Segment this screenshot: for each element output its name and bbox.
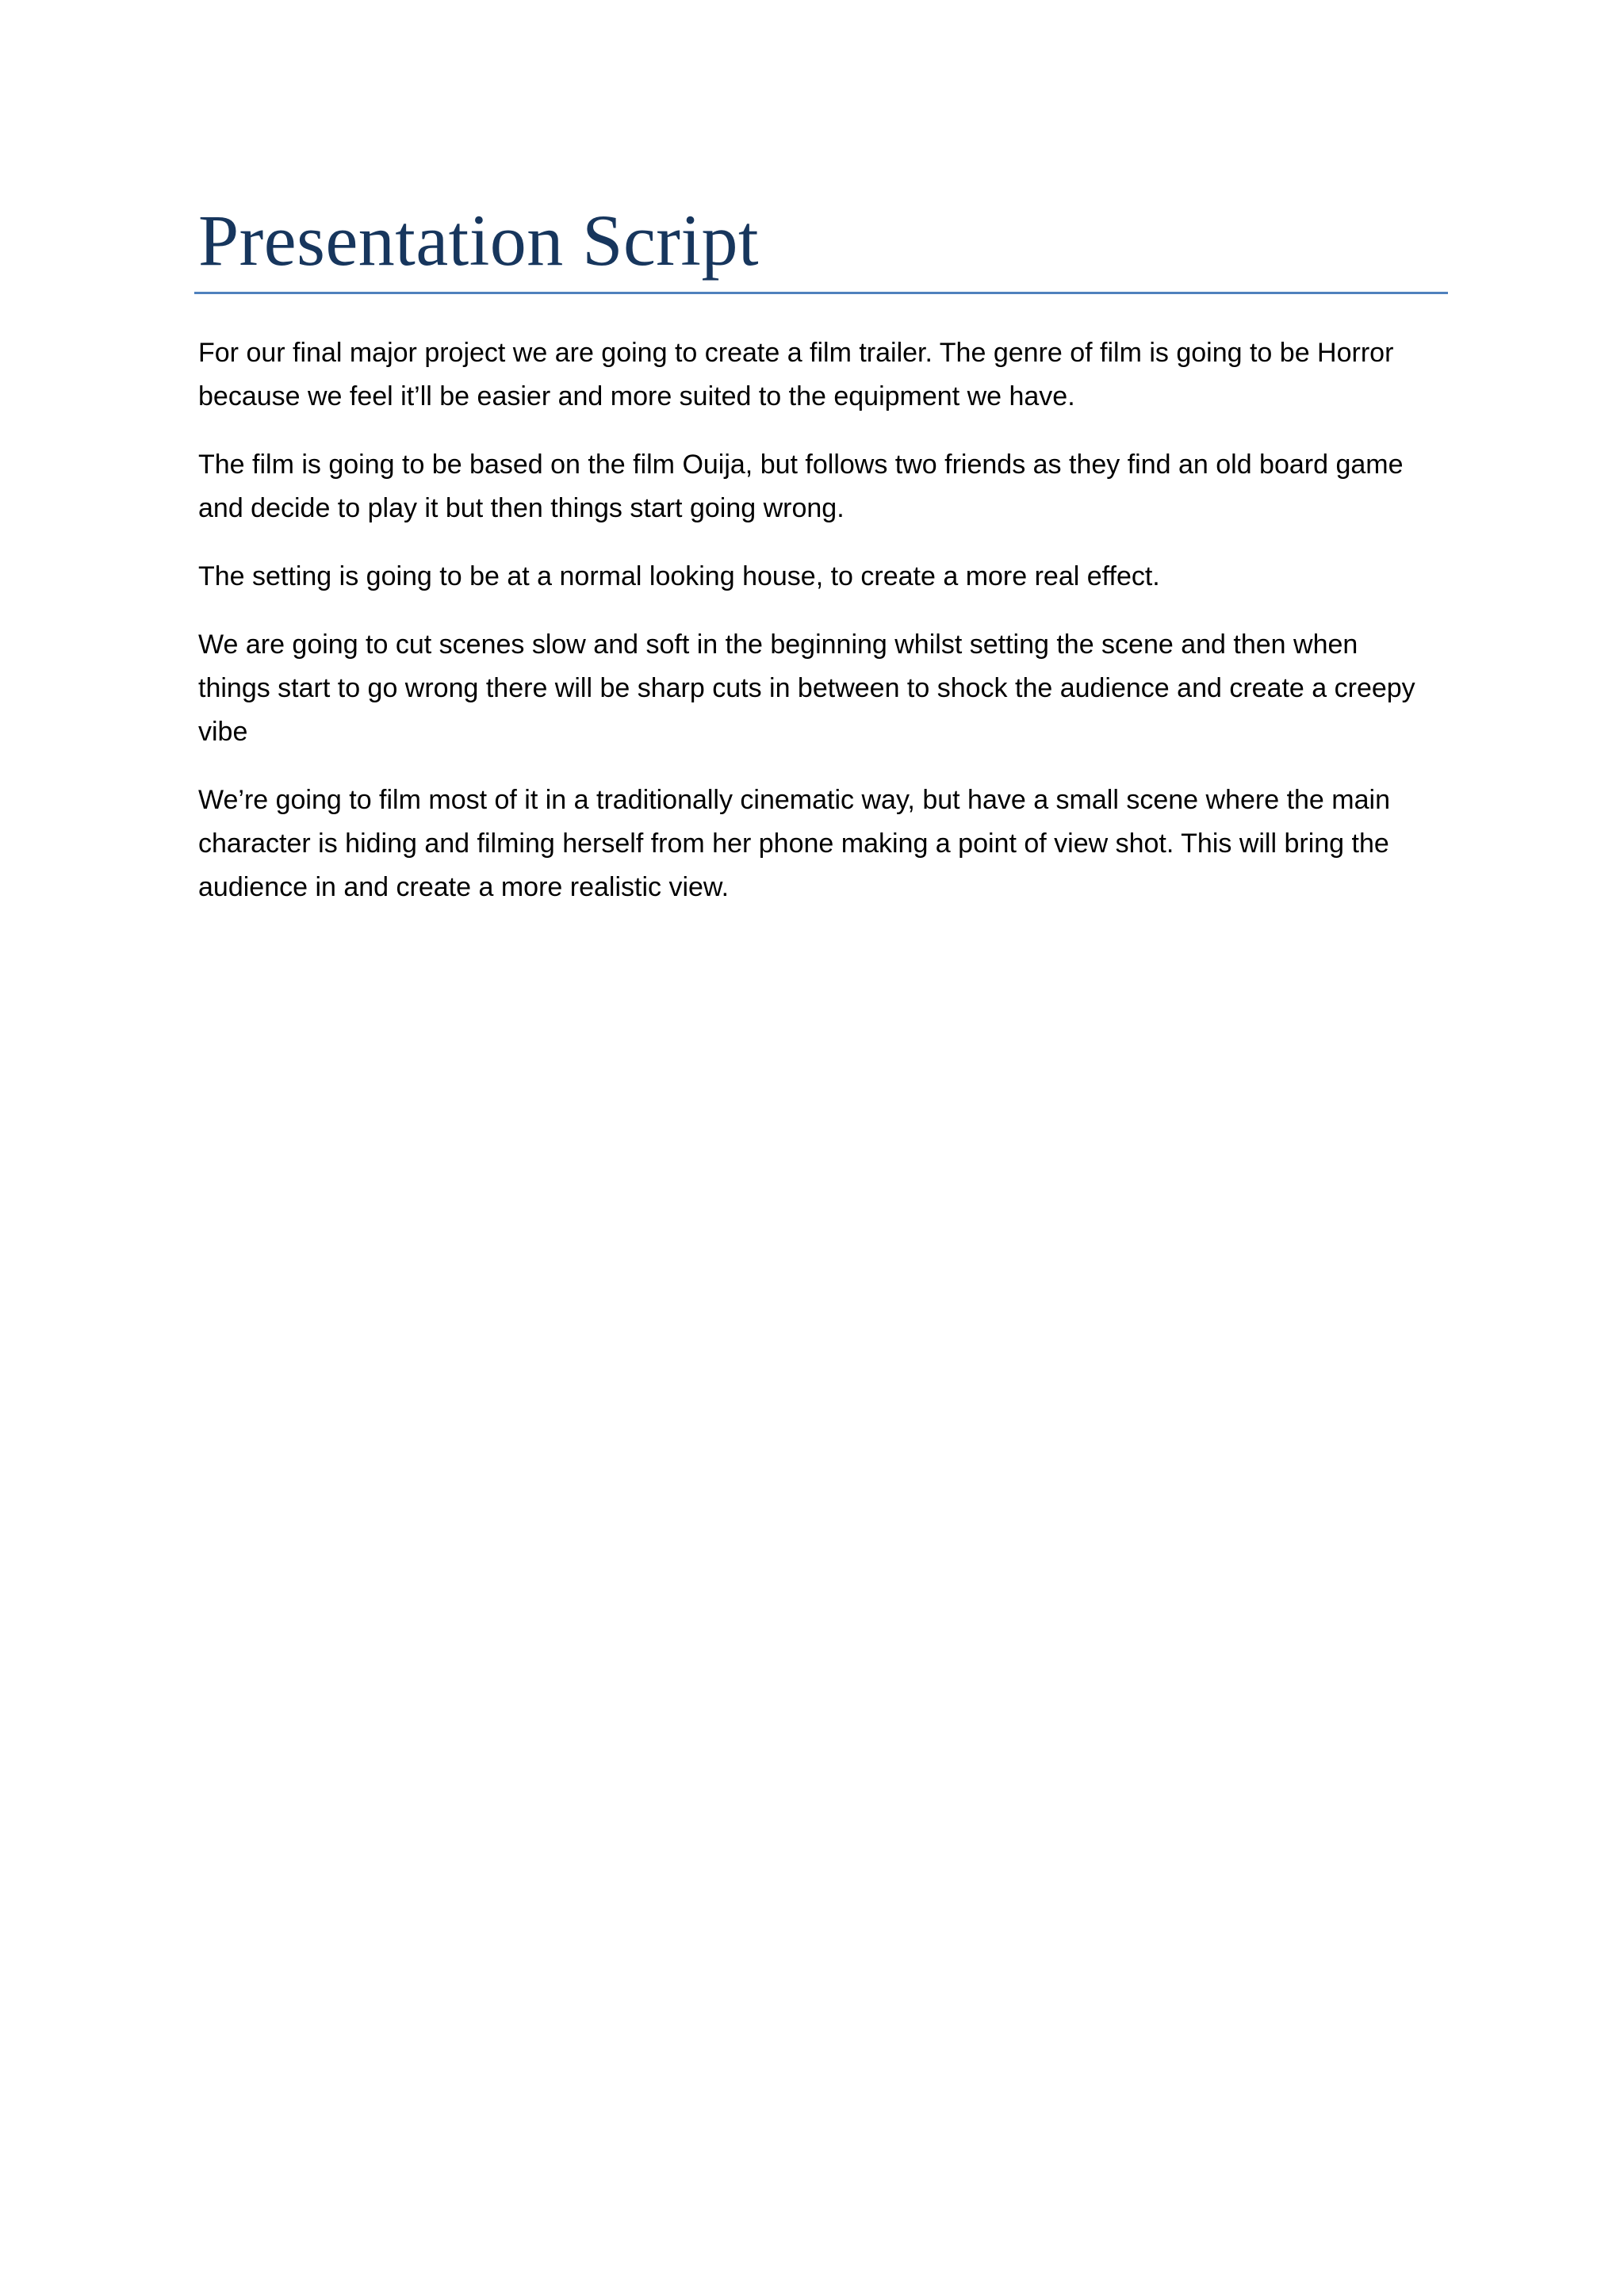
document-body xyxy=(198,331,1435,934)
paragraph-editing: We are going to cut scenes slow and soft in the beginning whilst setting the scene and then when things start to go wrong there will be sharp cuts in between to shock the audience and create a creepy vibe xyxy=(198,629,1415,747)
paragraph-trailer-genre: For our final major project we are going to create a film trailer. The genre of film is going to be Horror because we feel it’ll be easier and more suited to the equipment we have. xyxy=(198,338,1394,411)
paragraph-plot: The film is going to be based on the film Ouija, but follows two friends as they find an old board game and decide to play it but then things start going wrong. xyxy=(198,450,1404,523)
title-underline xyxy=(194,292,1448,294)
paragraph-setting: The setting is going to be at a normal looking house, to create a more real effect. xyxy=(198,561,1160,591)
page-title: Presentation Script xyxy=(198,200,760,281)
paragraph-filming-style: We’re going to film most of it in a traditionally cinematic way, but have a small scene where the main character is hiding and filming herself from her phone making a point of view shot. This will bring the audience in and create a more realistic view. xyxy=(198,785,1390,902)
